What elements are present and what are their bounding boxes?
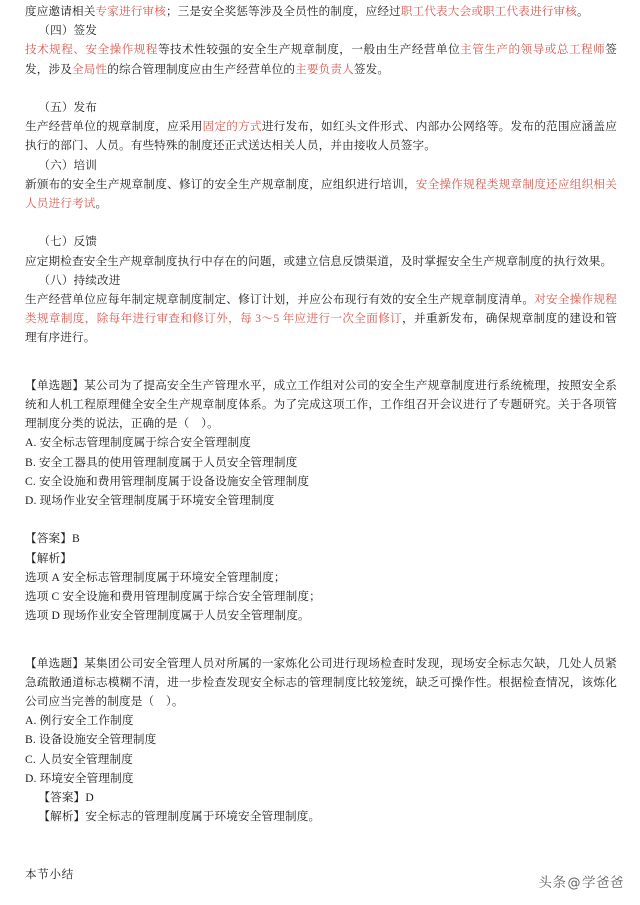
question-one-stem [25,376,617,434]
text-segment: 的综合管理制度应由生产经营单位的 [107,62,296,76]
text-segment-highlight: 技术规程、安全操作规程 [25,43,158,57]
paragraph-section-five [25,117,617,155]
document-body [25,2,617,884]
text-segment-highlight: 主要负责人 [295,62,354,76]
answer-label: 【答案】 [38,791,86,805]
analysis-label: 【解析】 [38,810,86,824]
text-segment-highlight: 固定的方式 [202,120,262,134]
spacer [25,826,617,845]
text-segment: 生产经营单位应每年制定规章制度制定、修订计划，并应公布现行有效的安全生产规章制度清单。 [25,293,535,307]
text-segment: 等技术性较强的安全生产规章制度，一般由生产经营单位 [157,43,461,57]
question-one-analysis-line: 选项 A 安全标志管理制度属于环境安全管理制度； [25,570,286,584]
heading-section-seven: （七）反馈 [38,235,98,249]
question-type-tag: 【单选题】 [25,378,85,392]
text-segment: 签发，涉及 [25,43,617,76]
question-one-analysis-label: 【解析】 [25,551,72,565]
question-two-answer [25,788,617,807]
question-two-option-a[interactable]: A. 例行安全工作制度 [25,714,134,728]
question-one-option-b[interactable]: B. 安全工器具的使用管理制度属于人员安全管理制度 [25,455,298,469]
paragraph-section-six [25,175,617,213]
spacer [25,348,617,367]
question-two-option-c[interactable]: C. 人员安全管理制度 [25,752,133,766]
question-stem-text: 某集团公司安全管理人员对所属的一家炼化公司进行现场检查时发现，现场安全标志欠缺，几处人员紧急疏散通道标志模糊不清，进一步检查发现安全标志的管理制度比较笼统，缺乏可操作性。根据检查情况，该炼化公司应当完善的制度是（ ）。 [25,656,617,709]
text-segment: 生产经营单位的规章制度，应采用 [25,120,203,134]
heading-section-four: （四）签发 [38,24,98,38]
answer-value: D [85,791,94,805]
question-two-option-b[interactable]: B. 设备设施安全管理制度 [25,733,157,747]
watermark-source: 头条 [538,875,567,891]
question-one-option-d[interactable]: D. 现场作业安全管理制度属于环境安全管理制度 [25,494,275,508]
section-summary-heading: 本节小结 [25,867,74,881]
heading-section-six: （六）培训 [38,158,98,172]
question-two-analysis [25,807,617,826]
text-segment: 进行发布，如红头文件形式、内部办公网络等。发布的范围应涵盖应执行的部门、人员。有些特殊的制度还正式送达相关人员，并由接收人员签字。 [25,120,617,153]
heading-section-five: （五）发布 [38,101,98,114]
text-segment-highlight: 对安全操作规程类规章制度，除每年进行审查和修订外，每 3～5 年应进行一次全面修订 [25,293,617,326]
question-one-option-a[interactable]: A. 安全标志管理制度属于综合安全管理制度 [25,436,252,450]
spacer [25,213,617,232]
watermark [539,871,625,891]
spacer [25,79,617,98]
question-stem-text: 某公司为了提高安全生产管理水平，成立工作组对公司的安全生产规章制度进行系统梳理，按照安全系统和人机工程原理健全安全生产规章制度体系。为了完成这项工作，工作组召开会议进行了专题研究。关于各项管理制度分类的说法，正确的是（ ）。 [25,378,617,431]
spacer [25,625,617,644]
paragraph-section-four [25,40,617,78]
analysis-text: 安全标志的管理制度属于环境安全管理制度。 [85,810,321,824]
text-segment-highlight: 安全操作规程类规章制度还应组织相关人员进行考试 [25,177,617,211]
answer-value: B [71,532,80,546]
text-segment: ，并重新发布，确保规章制度的建设和管理有序进行。 [25,312,617,345]
heading-section-eight: （八）持续改进 [38,273,121,287]
spacer [25,846,617,865]
watermark-handle: 学爸爸 [582,875,624,891]
watermark-at-symbol: @ [567,876,581,891]
answer-label: 【答案】 [25,532,72,546]
question-two-stem [25,654,617,712]
text-segment: 。 [577,5,589,18]
text-segment: 度应邀请相关 [25,5,96,18]
text-segment-highlight: 全局性 [71,62,108,76]
spacer [25,510,617,529]
paragraph-section-eight [25,290,617,348]
question-one-analysis-line: 选项 D 现场作业安全管理制度属于人员安全管理制度。 [25,609,310,623]
paragraph-continued [25,2,617,21]
question-two-option-d[interactable]: D. 环境安全管理制度 [25,771,134,785]
text-segment: ；三是安全奖惩等涉及全员性的制度，应经过 [165,5,401,18]
text-segment-highlight: 专家进行审核 [95,5,166,18]
text-segment-highlight: 职工代表大会或职工代表进行审核 [400,5,577,18]
text-segment: 。 [95,197,108,211]
spacer [25,645,617,654]
question-one-option-c[interactable]: C. 安全设施和费用管理制度属于设备设施安全管理制度 [25,474,310,488]
text-segment: 签发。 [353,62,390,76]
question-one-answer [25,529,617,548]
question-one-analysis-line: 选项 C 安全设施和费用管理制度属于综合安全管理制度； [25,590,321,604]
spacer [25,367,617,376]
paragraph-section-seven: 应定期检查安全生产规章制度执行中存在的问题，或建立信息反馈渠道，及时掌握安全生产规章制度的执行效果。 [25,254,613,268]
question-type-tag: 【单选题】 [25,656,85,670]
text-segment-highlight: 主管生产的领导或总工程师 [460,43,606,57]
text-segment: 新颁布的安全生产规章制度、修订的安全生产规章制度，应组织进行培训， [25,177,416,191]
